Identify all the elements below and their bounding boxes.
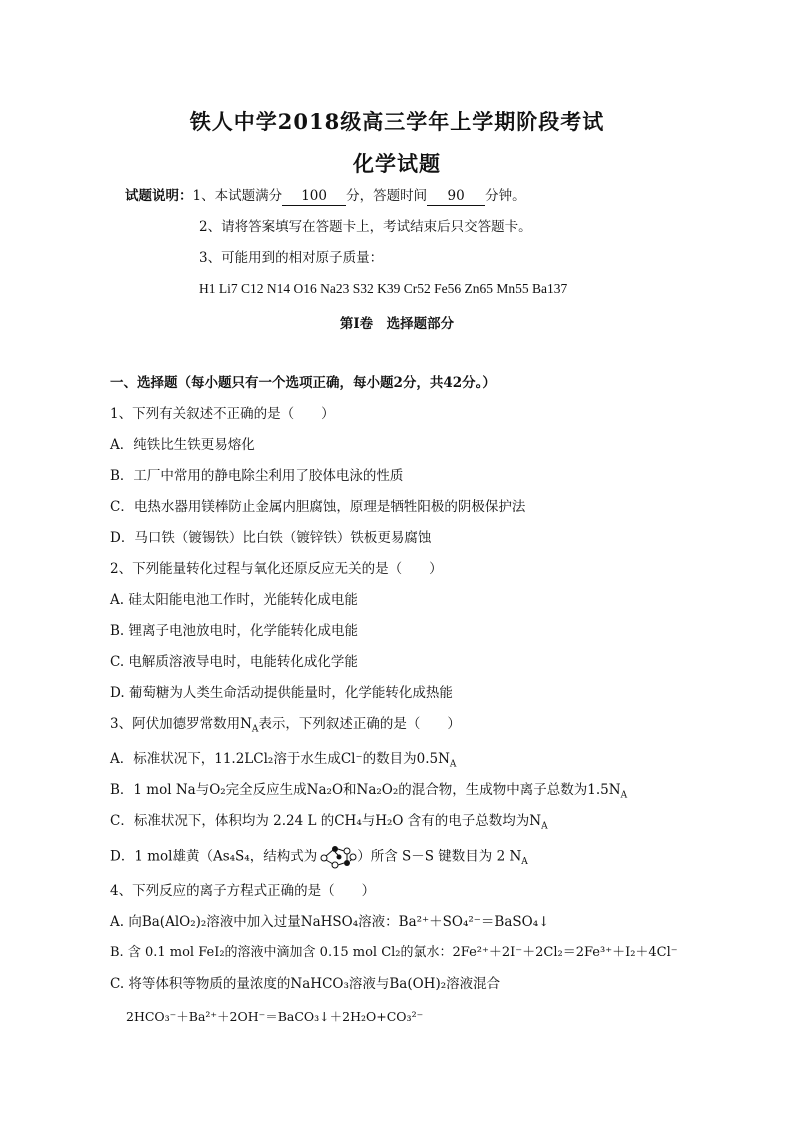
instructions-line-2: 2、请将答案填写在答题卡上，考试结束后只交答题卡。: [199, 219, 532, 235]
q2-stem: 2、下列能量转化过程与氧化还原反应无关的是（ ）: [110, 561, 443, 577]
q3-option-a-subscript: A: [449, 759, 457, 770]
instructions-score-prefix: 1、本试题满分: [192, 188, 283, 204]
q1-stem: 1、下列有关叙述不正确的是（ ）: [110, 406, 335, 422]
q3-stem-text-post: 表示，下列叙述正确的是（ ）: [258, 716, 461, 732]
q3-stem-text: 3、阿伏加德罗常数用N: [110, 716, 252, 732]
q4-option-c-equation: 2HCO₃⁻＋Ba²⁺＋2OH⁻＝BaCO₃↓＋2H₂O+CO₃²⁻: [126, 1009, 424, 1024]
instructions-time-suffix: 分钟。: [485, 188, 526, 204]
instructions-label: 试题说明：: [125, 188, 193, 204]
q2-option-a: A. 硅太阳能电池工作时，光能转化成电能: [110, 592, 358, 608]
q2-option-d: D. 葡萄糖为人类生命活动提供能量时，化学能转化成热能: [110, 685, 453, 701]
instructions-line-1: [125, 187, 526, 206]
q2-option-c: C. 电解质溶液导电时，电能转化成化学能: [110, 654, 358, 670]
q3-option-c: [110, 812, 548, 836]
q3-option-d-text: D．1 mol雄黄（As₄S₄，结构式为: [110, 848, 318, 865]
instructions-time-prefix: 分，答题时间: [346, 188, 428, 204]
q3-option-a: [110, 750, 456, 774]
q1-option-b: B．工厂中常用的静电除尘利用了胶体电泳的性质: [110, 468, 404, 484]
q3-stem-subscript: A: [251, 724, 259, 735]
realgar-structure-icon: [317, 843, 357, 871]
q3-stem: [110, 715, 461, 739]
q3-option-b-subscript: A: [620, 790, 628, 801]
q1-option-c: C．电热水器用镁棒防止金属内胆腐蚀，原理是牺牲阳极的阴极保护法: [110, 499, 526, 515]
exam-title: 铁人中学2018级高三学年上学期阶段考试: [189, 109, 605, 134]
q3-option-d-text-post: ）所含 S－S 键数目为 2 N: [357, 848, 522, 865]
instructions-line-3: 3、可能用到的相对原子质量：: [199, 250, 384, 266]
section-title: 第Ⅰ卷 选择题部分: [339, 316, 455, 332]
q3-option-c-text: C．标准状况下，体积均为 2.24 L 的CH₄与H₂O 含有的电子总数均为N: [110, 813, 542, 829]
q3-option-d: [110, 843, 528, 871]
q4-option-a: A. 向Ba(AlO₂)₂溶液中加入过量NaHSO₄溶液：Ba²⁺＋SO₄²⁻＝BaSO₄↓: [110, 914, 550, 930]
q3-option-b: [110, 781, 627, 805]
q3-option-b-text: B．1 mol Na与O₂完全反应生成Na₂O和Na₂O₂的混合物，生成物中离子总数为1.5N: [110, 782, 621, 798]
q3-option-d-subscript: A: [521, 857, 528, 868]
q2-option-b: B. 锂离子电池放电时，化学能转化成电能: [110, 623, 359, 639]
q1-option-a: A．纯铁比生铁更易熔化: [110, 437, 255, 453]
q3-option-a-text: A．标准状况下，11.2LCl₂溶于水生成Cl⁻的数目为0.5N: [110, 751, 450, 767]
q3-option-c-subscript: A: [541, 821, 548, 832]
atomic-masses: H1 Li7 C12 N14 O16 Na23 S32 K39 Cr52 Fe56 Zn65 Mn55 Ba137: [199, 281, 568, 296]
score-value: 100: [282, 187, 346, 206]
q1-option-d: D．马口铁（镀锡铁）比白铁（镀锌铁）铁板更易腐蚀: [110, 530, 432, 546]
q4-stem: 4、下列反应的离子方程式正确的是（ ）: [110, 883, 376, 899]
exam-subject: 化学试题: [353, 151, 441, 176]
part-one-heading: 一、选择题（每小题只有一个选项正确，每小题2分，共42分。）: [110, 375, 496, 391]
time-value: 90: [427, 187, 485, 206]
q4-option-c: C. 将等体积等物质的量浓度的NaHCO₃溶液与Ba(OH)₂溶液混合: [110, 976, 501, 992]
q4-option-b: B. 含 0.1 mol FeI₂的溶液中滴加含 0.15 mol Cl₂的氯水：2Fe²⁺＋2I⁻＋2Cl₂＝2Fe³⁺＋I₂＋4Cl⁻: [110, 945, 678, 960]
